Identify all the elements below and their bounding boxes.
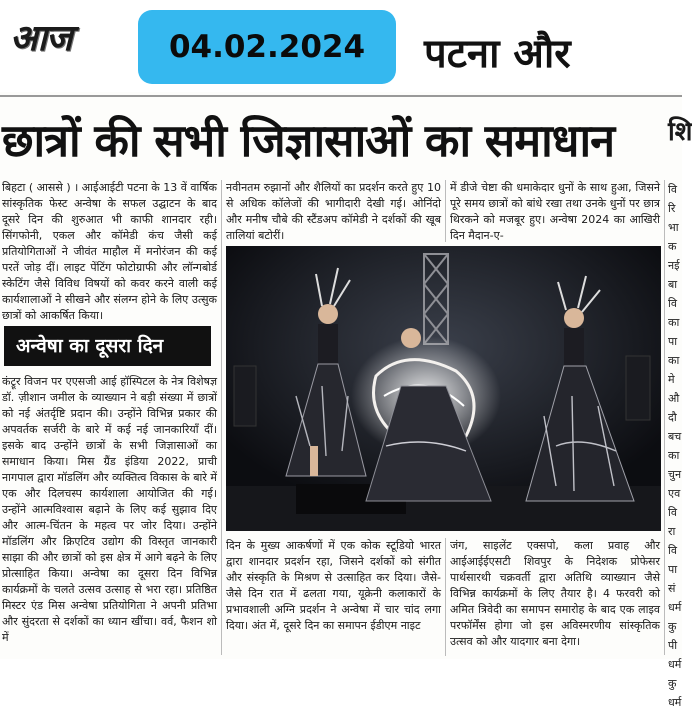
column-divider: [664, 180, 665, 655]
fashion-show-photo: [226, 246, 661, 531]
stage-illustration: [226, 246, 661, 531]
masthead: [0, 0, 682, 92]
article-column-1: [2, 180, 217, 655]
column-divider: [445, 180, 446, 242]
article-column-2-bottom: दिन के मुख्य आकर्षणों में एक कोक स्टूडियो भारत द्वारा शानदार प्रदर्शन रहा, जिसने दर्शकों को संगीत और संस्कृति के मिश्रण से उत्साहित कर दिया। जैसे-जैसे दिन रात में ढलता गया, यूक्रेनी कलाकारों के प्रभावशाली अग्नि प्रदर्शन ने अन्वेषा में चार चांद लगा दिया। अंत में, दूसरे दिन का समापन ईडीएम नाइट: [226, 539, 441, 632]
subheading: अन्वेषा का दूसरा दिन: [4, 326, 211, 366]
header-rule: [0, 95, 682, 97]
date-text: 04.02.2024: [168, 29, 366, 65]
column-divider: [221, 180, 222, 655]
article-paragraph-2: कंट्रूर विजन पर एएसजी आई हॉस्पिटल के नेत्र विशेषज्ञ डॉ. ज़ीशान जमील के व्याख्यान ने बड़ी संख्या में छात्रों को नई अंतर्दृष्टि प्रदान की। उन्होंने विभिन्न प्रकार की अपवर्तक सर्जरी के बारे में कई नई जानकारियाँ दीं। इसके बाद उन्होंने छात्रों के सभी जिज्ञासाओं का समाधान किया। मिस ग्रैंड इंडिया 2022, प्राची नागपाल द्वारा मॉडलिंग और व्यक्तित्व विकास के बारे में एक और दिलचस्प कार्यशाला आयोजित की गई। उन्होंने आत्मविश्वास बढ़ाने के लिए कई सुझाव दिए और आत्म-चिंतन के महत्व पर जोर दिया। उन्होंने मॉडलिंग और क्रिएटिव उद्योग की विस्तृत जानकारी साझा की और छात्रों को इस क्षेत्र में आगे बढ़ने के लिए प्रोत्साहित किया। अन्वेषा का दूसरा दिन विभिन्न कार्यक्रमों के चलते उत्सव उत्साह से भरा रहा। प्रतिष्ठित मिस्टर एंड मिस अन्वेषा प्रतियोगिता ने अपनी प्रतिभा और सुंदरता से दर्शकों का ध्यान खींचा। वर्व, फैशन शो में: [2, 375, 217, 644]
model-figure-center: [351, 328, 501, 501]
article-column-4-cropped: वि रि भा क नई बा वि का पा का मे औ दौ बच का चुन एव वि रा वि पा सं धर्म कु पी धर्म कु धर्म: [668, 183, 682, 709]
headline: छात्रों की सभी जिज्ञासाओं का समाधान: [2, 114, 615, 167]
edition-city: पटना और: [424, 31, 571, 77]
column-divider: [445, 538, 446, 656]
article-column-2-top: नवीनतम रुझानों और शैलियों का प्रदर्शन करते हुए 10 से अधिक कॉलेजों की भागीदारी देखी गई। ओनिंदो और मनीष चौबे की स्टैंडअप कॉमेडी ने दर्शकों की खूब तालियां बटोरीं।: [226, 181, 441, 242]
article-paragraph-1: बिहटा ( आससे ) । आईआईटी पटना के 13 वें वार्षिक सांस्कृतिक फेस्ट अन्वेषा के सफल उद्घाटन के बाद दूसरे दिन की शुरुआत भी काफी शानदार रही। सिंगफोनी, एकल और कॉमेडी कंच जैसी कई प्रतियोगिताओं ने जीवंत माहौल में मनोरंजन की कई परतें जोड़ दीं। लाइट पेंटिंग फोटोग्राफी और लॉन्गबोर्ड स्केटिंग जैसे विविध विषयों को कवर करने वाली कई कार्यशालाओं ने सीखने और संलग्न होने के लिए उत्सुक छात्रों को आकर्षित किया।: [2, 181, 217, 322]
side-headline-fragment: शि: [668, 117, 692, 147]
date-badge: [138, 10, 396, 84]
newspaper-logo: आज: [10, 18, 72, 59]
article-column-3-bottom: जंग, साइलेंट एक्सपो, कला प्रवाह और आईआईईएसटी शिवपुर के निदेशक प्रोफेसर पार्थसारथी चक्रवर्ती द्वारा अतिथि व्याख्यान जैसे विभिन्न कार्यक्रमों के लिए तैयार है। 4 फरवरी को अमित त्रिवेदी का समापन समारोह के बाद एक लाइव परफॉर्मेंस होगा जो इस अविस्मरणीय सांस्कृतिक उत्सव को और यादगार बना देगा।: [450, 539, 660, 648]
article-column-3-top: में डीजे चेष्टा की धमाकेदार धुनों के साथ हुआ, जिसने पूरे समय छात्रों को बांधे रखा तथा उनके धुनों पर छात्र थिरकने को मजबूर हुए। अन्वेषा 2024 का आखिरी दिन मैदान-ए-: [450, 181, 660, 242]
